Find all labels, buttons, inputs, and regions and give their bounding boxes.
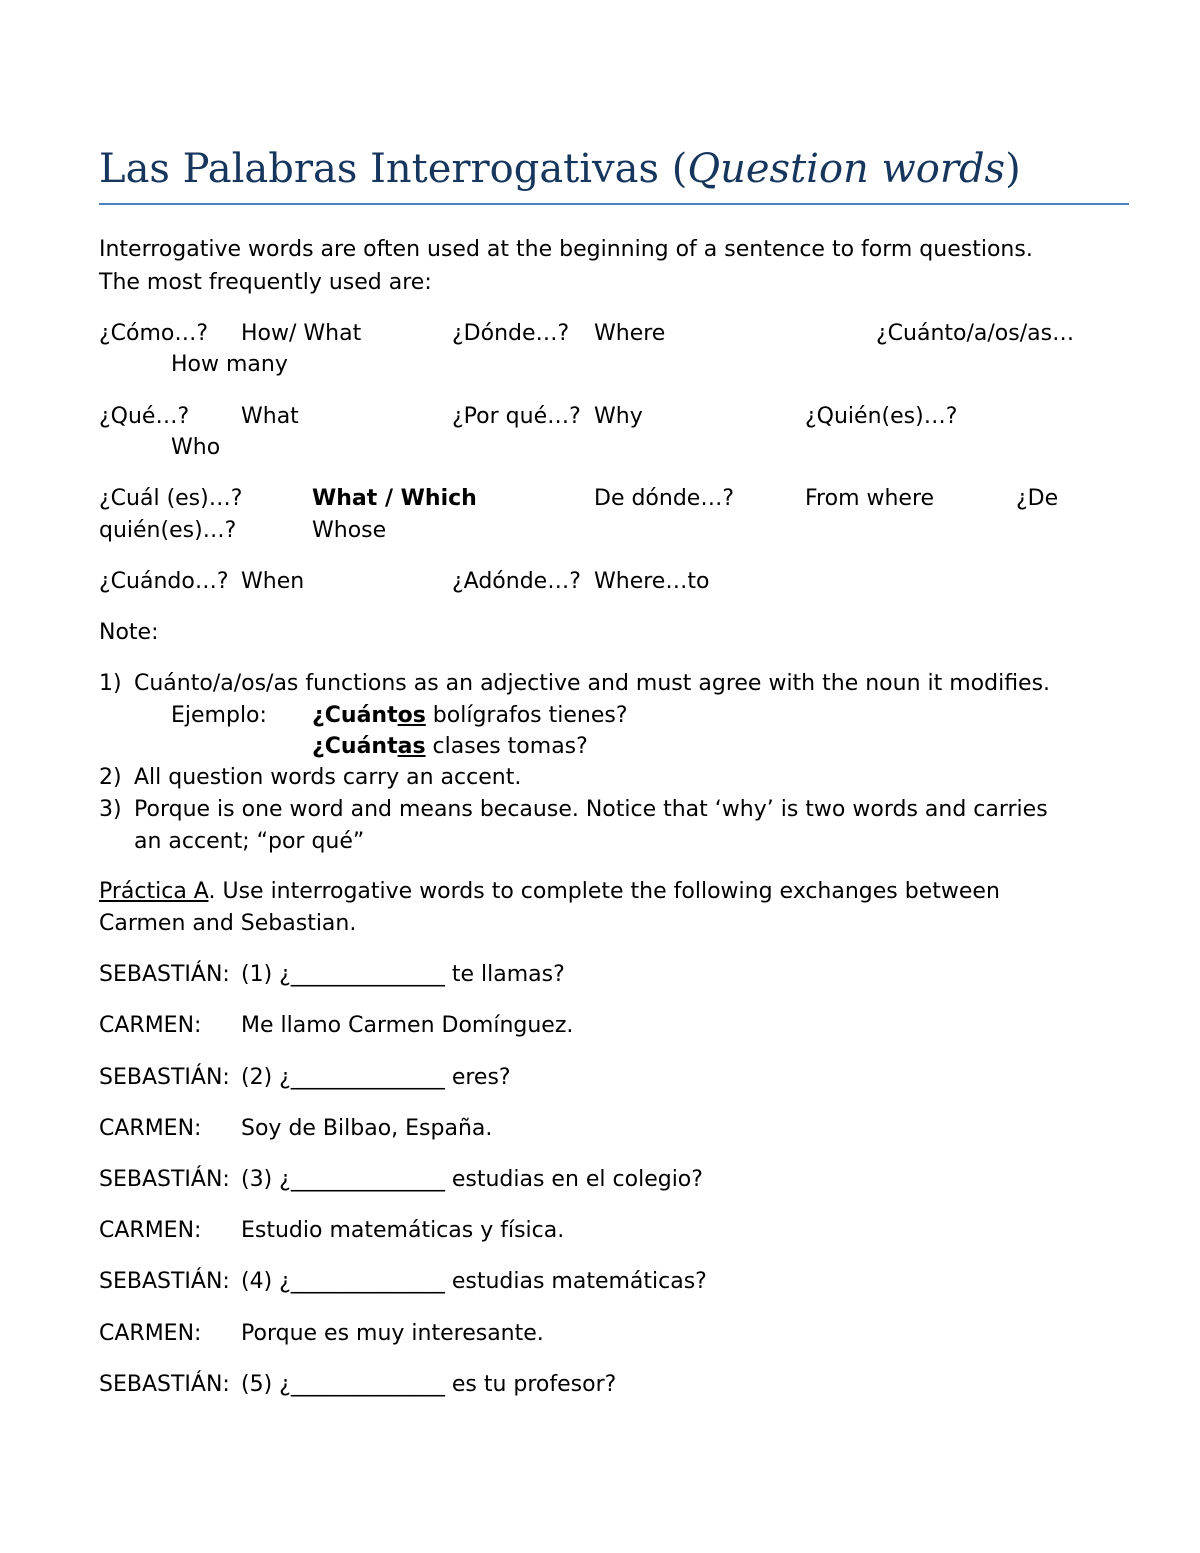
word-english: From where: [805, 486, 935, 511]
answer-blank: ______________: [290, 1065, 445, 1090]
example-ending: as: [397, 734, 426, 759]
note-text: All question words carry an accent.: [134, 765, 522, 790]
word-spanish: ¿Cuál (es)…?: [99, 486, 243, 511]
answer-blank: ______________: [290, 1167, 445, 1192]
word-spanish: ¿Cuándo…?: [99, 569, 229, 594]
speaker-label: CARMEN:: [99, 1013, 202, 1038]
example-bold: ¿Cuánt: [312, 734, 398, 759]
question-number: (4) ¿: [241, 1269, 291, 1294]
question-text: es tu profesor?: [444, 1372, 617, 1397]
word-english: How/ What: [241, 321, 362, 346]
example-rest: bolígrafos tienes?: [425, 703, 628, 728]
title-italic: Question words: [687, 146, 1006, 192]
example-bold: ¿Cuánt: [312, 703, 398, 728]
word-spanish: ¿Adónde…?: [452, 569, 581, 594]
title-close: ): [1005, 146, 1021, 192]
word-spanish: ¿Cuánto/a/os/as…: [876, 321, 1075, 346]
note-number: 3): [99, 797, 122, 822]
practice-text: . Use interrogative words to complete the following exchanges between: [208, 879, 1000, 904]
dialogue-line: Porque es muy interesante.: [241, 1321, 544, 1346]
practice-label: Práctica A: [99, 879, 209, 904]
note-number: 1): [99, 671, 122, 696]
word-english: When: [241, 569, 305, 594]
word-spanish: ¿Por qué…?: [452, 404, 581, 429]
word-spanish: ¿Cómo…?: [99, 321, 209, 346]
dialogue-line: Me llamo Carmen Domínguez.: [241, 1013, 574, 1038]
dialogue-line: [241, 1169, 703, 1191]
question-number: (3) ¿: [241, 1167, 291, 1192]
example-sentence: [312, 705, 628, 727]
speaker-label: CARMEN:: [99, 1321, 202, 1346]
answer-blank: ______________: [290, 1269, 445, 1294]
question-text: te llamas?: [444, 962, 565, 987]
word-english: How many: [171, 352, 288, 377]
answer-blank: ______________: [290, 1372, 445, 1397]
practice-instructions: [99, 881, 1000, 903]
word-english: Where: [594, 321, 666, 346]
word-english: Who: [171, 435, 221, 460]
note-text: Cuánto/a/os/as functions as an adjective and must agree with the noun it modifies.: [134, 671, 1051, 696]
note-text: Porque is one word and means because. Notice that ‘why’ is two words and carries: [134, 797, 1048, 822]
practice-instructions-line-2: Carmen and Sebastian.: [99, 911, 357, 936]
dialogue-line: [241, 1067, 511, 1089]
question-text: estudias en el colegio?: [444, 1167, 703, 1192]
question-number: (1) ¿: [241, 962, 291, 987]
word-english: Where…to: [594, 569, 710, 594]
note-text-continued: an accent; “por qué”: [134, 829, 365, 854]
example-label: Ejemplo:: [171, 703, 267, 728]
speaker-label: CARMEN:: [99, 1116, 202, 1141]
question-text: eres?: [444, 1065, 511, 1090]
dialogue-line: Estudio matemáticas y física.: [241, 1218, 565, 1243]
question-text: estudias matemáticas?: [444, 1269, 707, 1294]
question-number: (2) ¿: [241, 1065, 291, 1090]
dialogue-line: Soy de Bilbao, España.: [241, 1116, 493, 1141]
word-spanish: De dónde…?: [594, 486, 735, 511]
word-spanish: quién(es)…?: [99, 518, 237, 543]
note-number: 2): [99, 765, 122, 790]
note-label: Note:: [99, 620, 159, 645]
word-english: What / Which: [312, 486, 477, 511]
word-english: Whose: [312, 518, 387, 543]
dialogue-line: [241, 964, 565, 986]
word-spanish: ¿Qué…?: [99, 404, 190, 429]
title-divider: [99, 203, 1129, 205]
word-spanish: ¿De: [1016, 486, 1059, 511]
speaker-label: SEBASTIÁN:: [99, 962, 230, 987]
speaker-label: SEBASTIÁN:: [99, 1065, 230, 1090]
page-title: [99, 146, 1021, 192]
speaker-label: SEBASTIÁN:: [99, 1372, 230, 1397]
example-rest: clases tomas?: [425, 734, 588, 759]
example-ending: os: [397, 703, 426, 728]
dialogue-line: [241, 1374, 616, 1396]
intro-line-1: Interrogative words are often used at the beginning of a sentence to form questions.: [99, 237, 1033, 262]
speaker-label: SEBASTIÁN:: [99, 1167, 230, 1192]
word-spanish: ¿Quién(es)…?: [805, 404, 958, 429]
example-sentence: [312, 736, 588, 758]
title-main: Las Palabras Interrogativas (: [99, 146, 688, 192]
question-number: (5) ¿: [241, 1372, 291, 1397]
speaker-label: SEBASTIÁN:: [99, 1269, 230, 1294]
dialogue-line: [241, 1271, 707, 1293]
intro-line-2: The most frequently used are:: [99, 270, 432, 295]
word-spanish: ¿Dónde…?: [452, 321, 570, 346]
answer-blank: ______________: [290, 962, 445, 987]
word-english: What: [241, 404, 299, 429]
word-english: Why: [594, 404, 643, 429]
speaker-label: CARMEN:: [99, 1218, 202, 1243]
